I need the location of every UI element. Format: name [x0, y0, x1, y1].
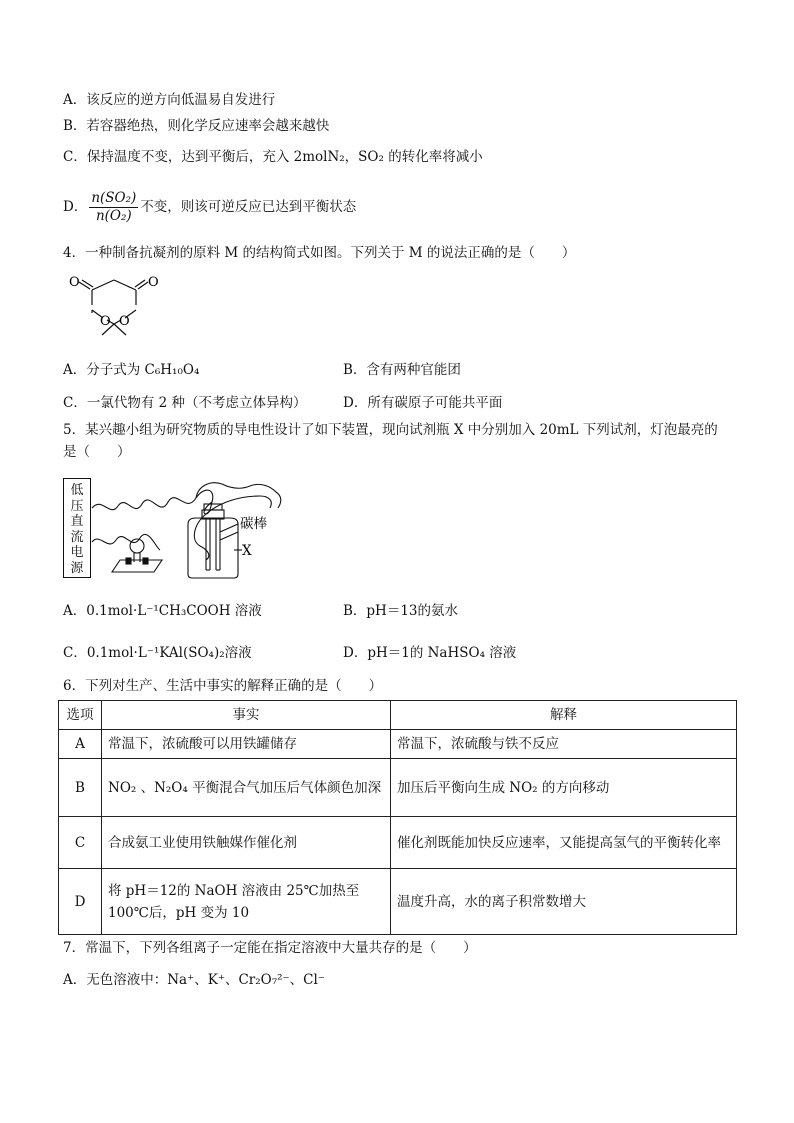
- q4-stem: 4．一种制备抗凝剂的原料 M 的结构简式如图。下列关于 M 的说法正确的是（ ）: [63, 245, 576, 261]
- row-fact: 合成氨工业使用铁触媒作催化剂: [102, 817, 391, 869]
- q7-stem: 7．常温下，下列各组离子一定能在指定溶液中大量共存的是（ ）: [63, 940, 477, 956]
- row-option: B: [59, 759, 102, 817]
- q4-option-a: A．分子式为 C₆H₁₀O₄: [63, 362, 200, 378]
- row-fact: 将 pH＝12的 NaOH 溶液由 25℃加热至 100℃后，pH 变为 10: [102, 869, 391, 935]
- row-option: C: [59, 817, 102, 869]
- row-fact: NO₂ 、N₂O₄ 平衡混合气加压后气体颜色加深: [102, 759, 391, 817]
- bottle-x-label: X: [242, 543, 252, 559]
- header-fact: 事实: [102, 701, 391, 730]
- q3-option-b: B．若容器绝热，则化学反应速率会越来越快: [63, 118, 330, 134]
- row-explanation: 温度升高，水的离子积常数增大: [391, 869, 737, 935]
- row-fact: 常温下，浓硫酸可以用铁罐储存: [102, 730, 391, 759]
- q3-option-c: C．保持温度不变，达到平衡后，充入 2molN₂，SO₂ 的转化率将减小: [63, 149, 483, 165]
- carbon-rod-label: 碳棒: [240, 516, 267, 532]
- header-option: 选项: [59, 701, 102, 730]
- fraction-numerator: n(SO₂): [91, 190, 137, 206]
- q5-stem-line1: 5．某兴趣小组为研究物质的导电性设计了如下装置，现向试剂瓶 X 中分别加入 20mL 下列试剂，灯泡最亮的: [63, 422, 718, 438]
- q5-option-b: B．pH＝13的氨水: [343, 603, 459, 619]
- q7-option-a: A．无色溶液中：Na⁺、K⁺、Cr₂O₇²⁻、Cl⁻: [63, 972, 325, 988]
- conductivity-apparatus-diagram: [90, 478, 290, 582]
- atom-label: O: [119, 314, 130, 329]
- atom-label: O: [100, 314, 111, 329]
- table-row: [59, 759, 737, 817]
- row-explanation: 常温下，浓硫酸与铁不反应: [391, 730, 737, 759]
- q3-option-d: [63, 188, 356, 226]
- atom-label: O: [148, 275, 159, 290]
- q3-option-d-fraction: [89, 190, 138, 225]
- q5-stem-line2: 是（ ）: [63, 444, 131, 460]
- q5-option-d: D．pH＝1的 NaHSO₄ 溶液: [343, 645, 517, 661]
- table-row: [59, 730, 737, 759]
- q4-option-b: B．含有两种官能团: [343, 362, 461, 378]
- q6-table: [58, 700, 737, 935]
- table-row: [59, 869, 737, 935]
- table-header-row: [59, 701, 737, 730]
- q4-option-d: D．所有碳原子可能共平面: [343, 395, 503, 411]
- power-supply-label: 低压直流电源: [70, 483, 84, 576]
- atom-label: O: [69, 275, 80, 290]
- q3-option-d-suffix: 不变，则该可逆反应已达到平衡状态: [140, 199, 357, 215]
- fraction-denominator: n(O₂): [95, 208, 132, 224]
- row-explanation: 催化剂既能加快反应速率，又能提高氢气的平衡转化率: [391, 817, 737, 869]
- molecule-structure-diagram: [62, 272, 162, 342]
- row-option: D: [59, 869, 102, 935]
- q3-option-d-prefix: D．: [63, 199, 88, 215]
- row-explanation: 加压后平衡向生成 NO₂ 的方向移动: [391, 759, 737, 817]
- q6-stem: 6．下列对生产、生活中事实的解释正确的是（ ）: [63, 678, 383, 694]
- q5-option-a: A．0.1mol·L⁻¹CH₃COOH 溶液: [63, 603, 262, 619]
- table-row: [59, 817, 737, 869]
- power-supply-box: [63, 478, 91, 578]
- header-explanation: 解释: [391, 701, 737, 730]
- q4-option-c: C．一氯代物有 2 种（不考虑立体异构）: [63, 395, 307, 411]
- row-option: A: [59, 730, 102, 759]
- q3-option-a: A．该反应的逆方向低温易自发进行: [63, 92, 276, 108]
- q5-option-c: C．0.1mol·L⁻¹KAl(SO₄)₂溶液: [63, 645, 252, 661]
